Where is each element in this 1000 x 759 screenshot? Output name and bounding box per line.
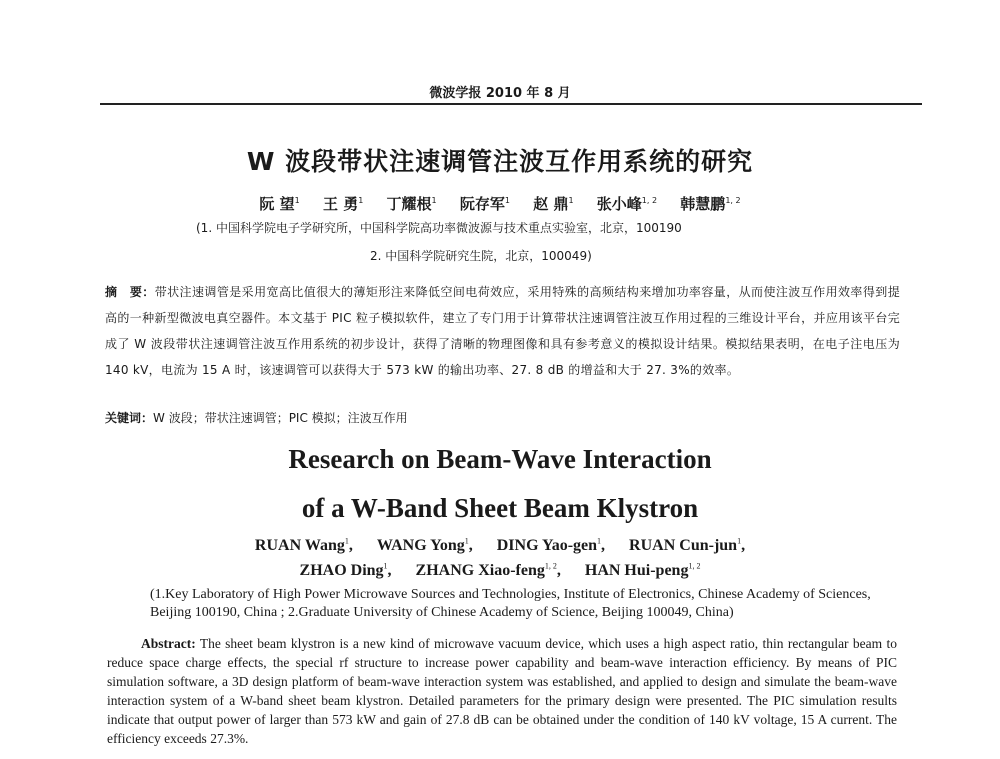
english-abstract-text: The sheet beam klystron is a new kind of microwave vacuum device, which uses a high aspect ratio, thin rectangular beam to reduce space charge effects, the special rf structure to increase power capability and beam-wave interaction efficiency. By means of PIC simulation software, a 3D design platform of beam-wave interaction system was established, and applied to design and simulate the beam-wave interaction system of a W-band sheet beam klystron. Detailed parameters for the primary design were presented. The PIC simulation results indicate that output power of larger than 573 kW and gain of 27.8 dB can be obtained under the condition of 140 kV voltage, 15 A current. The efficiency exceeds 27.3%. (107, 636, 897, 746)
chinese-author: 韩慧鹏$^{1, 2}$ (680, 195, 741, 213)
chinese-abstract-label: 摘 要： (105, 285, 155, 299)
chinese-author: 张小峰$^{1, 2}$ (596, 195, 658, 213)
english-affiliation: (1.Key Laboratory of High Power Microwave Sources and Technologies, Institute of Electronics, Chinese Academy of Sciences, Beijing 100190, China ; 2.Graduate University of Chinese Academy of Science, Beijing 100049, China) (150, 587, 871, 620)
chinese-affiliation-2: 2. 中国科学院研究生院，北京，100049) (370, 249, 592, 263)
english-title-line-2: of a W-Band Sheet Beam Klystron (301, 493, 699, 523)
english-author-list-line-1 (0, 537, 1000, 555)
header-rule (100, 103, 922, 105)
chinese-abstract (105, 279, 900, 383)
english-author: DING Yao-gen$^1$, (496, 537, 606, 555)
chinese-author: 丁耀根$^1$ (386, 195, 437, 213)
chinese-author: 阮 望$^1$ (259, 195, 300, 213)
english-author: RUAN Cun-jun$^1$, (629, 537, 746, 555)
chinese-keywords (105, 409, 408, 426)
english-author: ZHAO Ding$^1$, (299, 562, 392, 580)
chinese-abstract-text: 带状注速调管是采用宽高比值很大的薄矩形注来降低空间电荷效应，采用特殊的高频结构来增加功率容量，从而使注波互作用效率得到提高的一种新型微波电真空器件。本文基于 PIC 粒子模拟软件，建立了专门用于计算带状注速调管注波互作用过程的三维设计平台，并应用该平台完成了 W 波段带状注速调管注波互作用系统的初步设计，获得了清晰的物理图像和具有参考意义的模拟设计结果。模拟结果表明，在电子注电压为 140 kV，电流为 15 A 时，该速调管可以获得大于 573 kW 的输出功率、27. 8 dB 的增益和大于 27. 3%的效率。 (105, 285, 900, 377)
chinese-author: 王 勇$^1$ (322, 195, 364, 213)
english-title-line-1: Research on Beam-Wave Interaction (288, 444, 712, 474)
english-abstract (107, 634, 897, 748)
english-author: RUAN Wang$^1$, (254, 537, 353, 555)
chinese-affiliation-1: (1. 中国科学院电子学研究所，中国科学院高功率微波源与技术重点实验室，北京，100190 (196, 221, 682, 235)
chinese-title: W 波段带状注速调管注波互作用系统的研究 (246, 147, 754, 176)
chinese-author: 阮存军$^1$ (459, 195, 510, 213)
chinese-author-list (0, 193, 1000, 214)
chinese-author: 赵 鼎$^1$ (533, 195, 574, 213)
chinese-keywords-text: W 波段；带状注速调管；PIC 模拟；注波互作用 (153, 411, 408, 425)
english-author: HAN Hui-peng$^{1, 2}$ (584, 562, 701, 580)
chinese-keywords-label: 关键词： (105, 411, 154, 425)
english-author: ZHANG Xiao-feng$^{1, 2}$, (415, 562, 561, 580)
english-author-list-line-2 (0, 562, 1000, 580)
english-abstract-label: Abstract: (141, 636, 196, 651)
english-author: WANG Yong$^1$, (376, 537, 473, 555)
running-header: 微波学报 2010 年 8 月 (429, 86, 571, 101)
